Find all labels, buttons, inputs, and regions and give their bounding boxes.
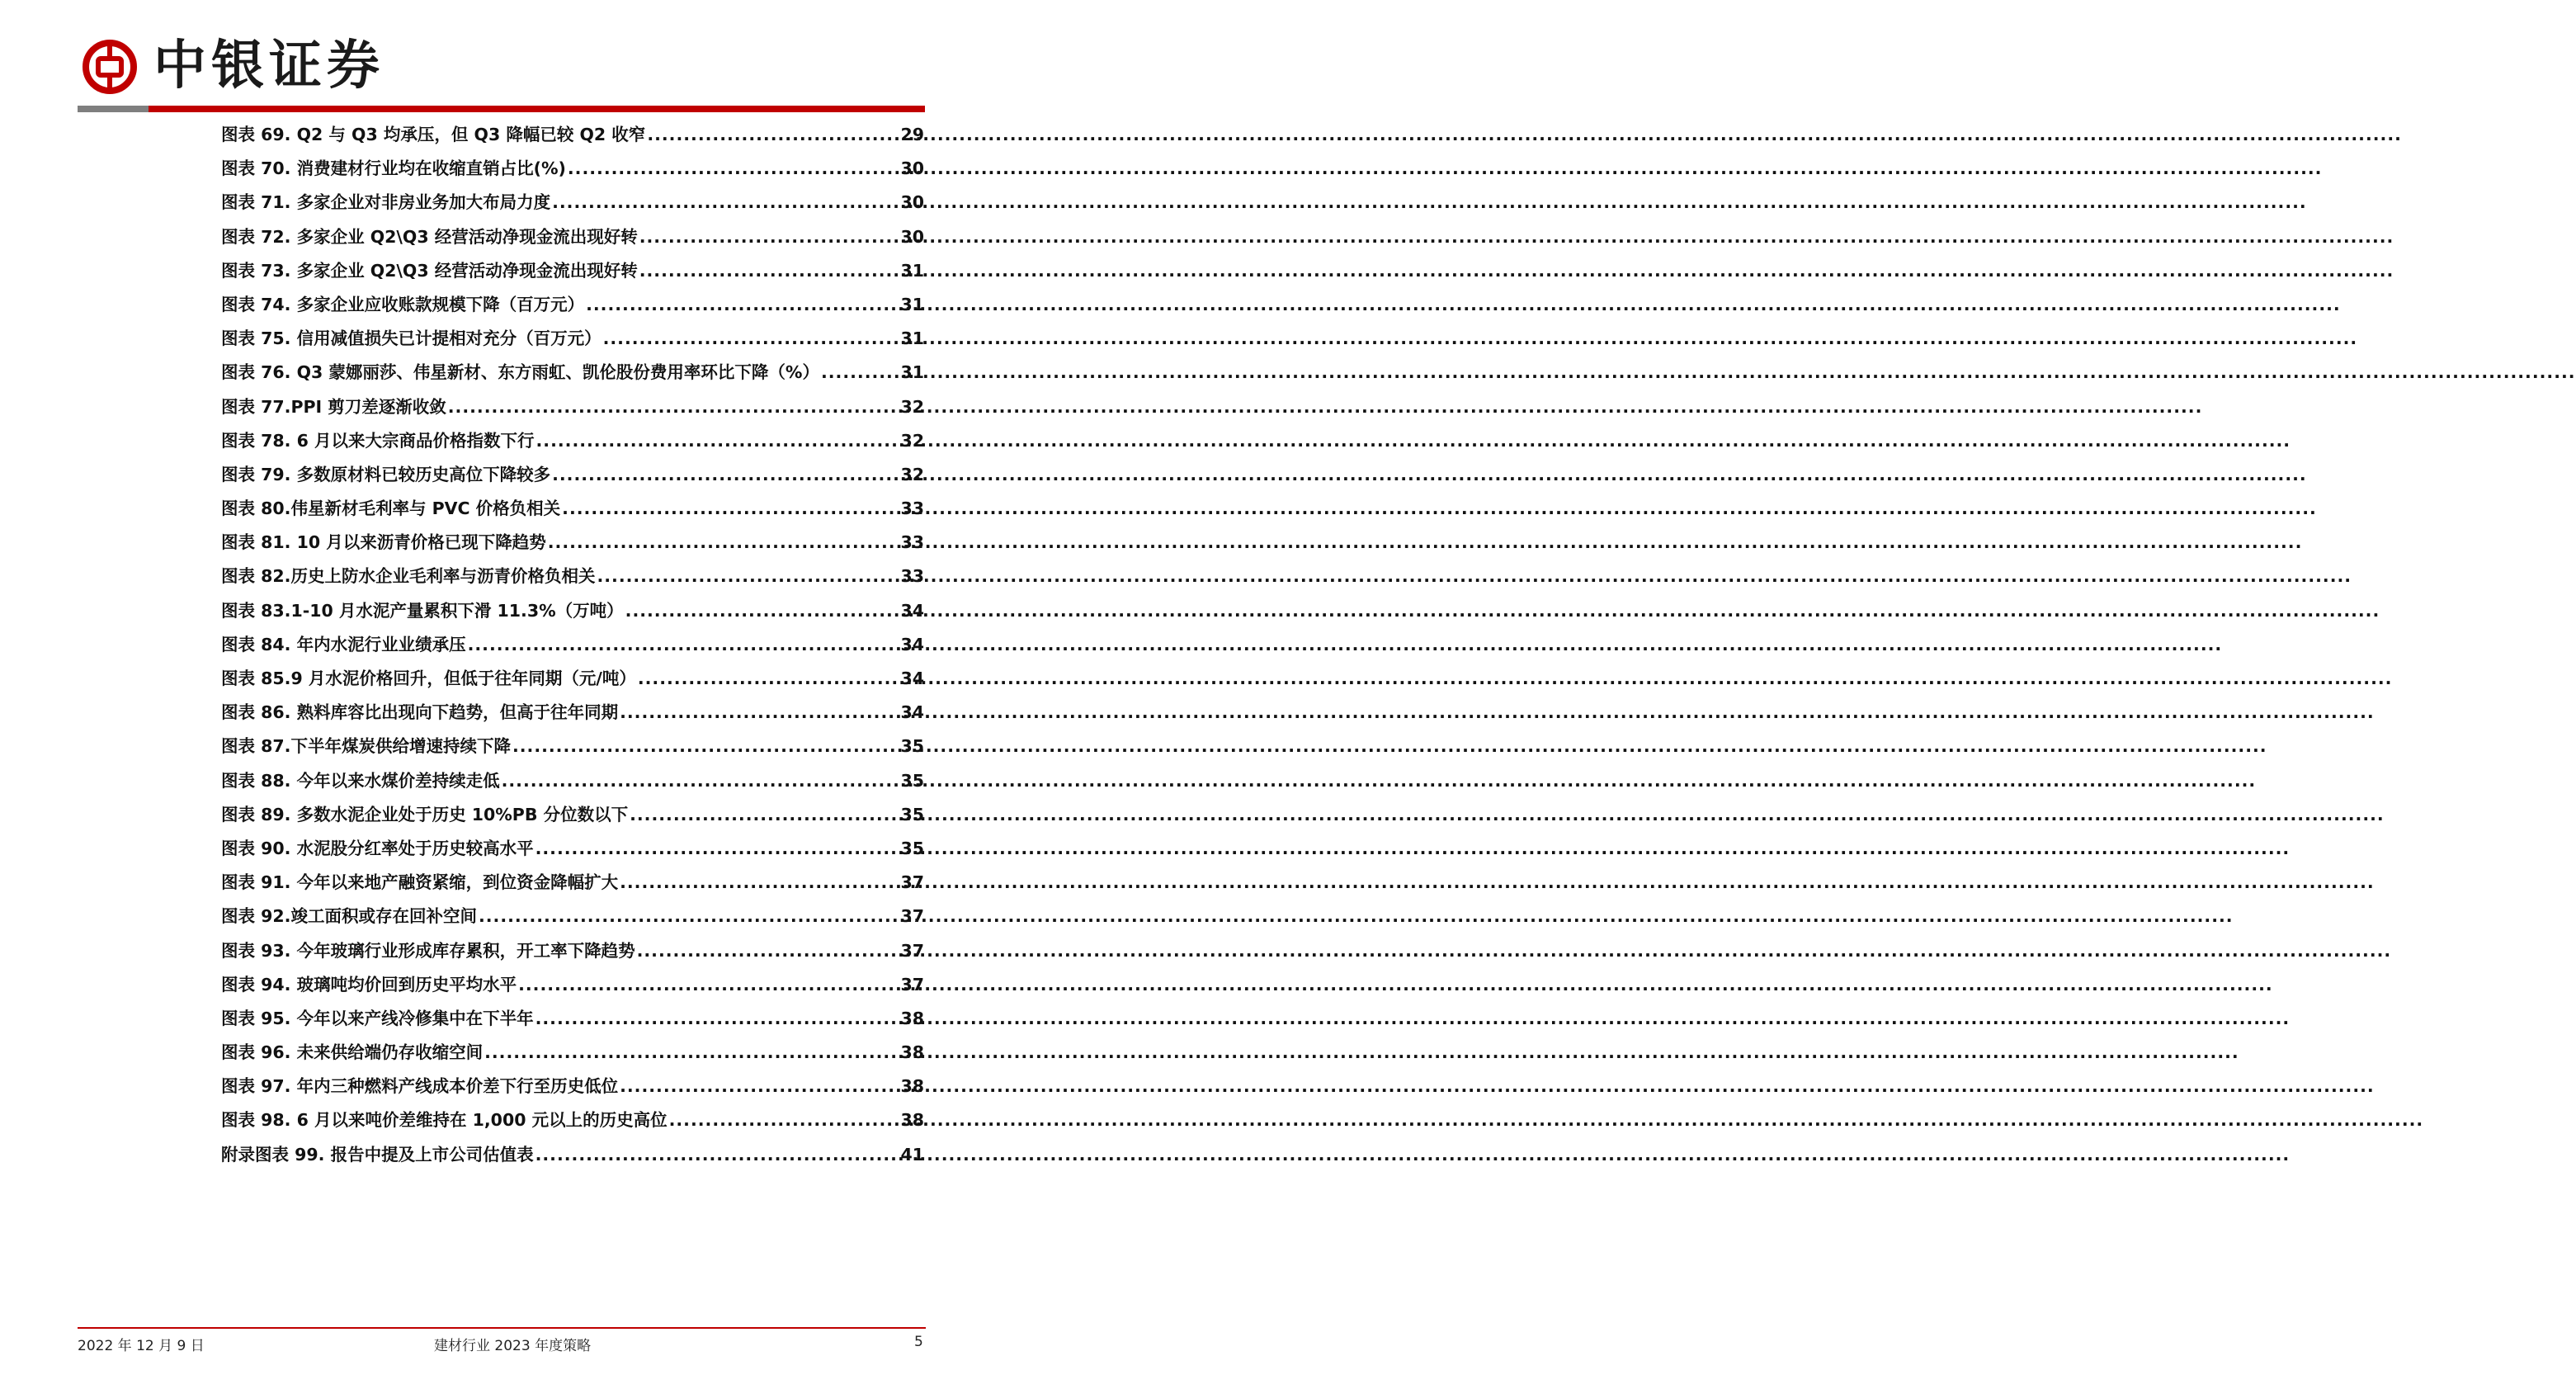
- toc-dot-leader: [597, 560, 899, 593]
- toc-entry-title: 图表 70. 消费建材行业均在收缩直销占比(%): [221, 158, 566, 179]
- bank-of-china-logo-icon: [83, 40, 137, 94]
- toc-entry-page: 29: [900, 125, 924, 144]
- toc-dot-leader: [512, 730, 899, 763]
- footer-date: 2022 年 12 月 9 日: [78, 1338, 205, 1354]
- toc-entry-page: 32: [900, 396, 924, 417]
- toc-dot-leader: [535, 1002, 899, 1036]
- toc-entry-title: 图表 72. 多家企业 Q2\Q3 经营活动净现金流出现好转: [221, 226, 638, 247]
- page-header: [0, 0, 982, 116]
- toc-entry-title: 图表 71. 多家企业对非房业务加大布局力度: [221, 192, 551, 213]
- toc-entry-title: 附录图表 99. 报告中提及上市公司估值表: [221, 1144, 534, 1165]
- toc-dot-leader: [637, 934, 899, 968]
- toc-entry-title: 图表 88. 今年以来水煤价差持续走低: [221, 770, 500, 791]
- toc-entry[interactable]: [221, 118, 924, 152]
- toc-entry-page: 33: [900, 566, 924, 587]
- toc-entry[interactable]: [221, 798, 924, 832]
- toc-entry[interactable]: [221, 866, 924, 900]
- toc-entry-page: 38: [900, 1042, 924, 1063]
- toc-entry-title: 图表 87.下半年煤炭供给增速持续下降: [221, 736, 511, 757]
- toc-dot-leader: [669, 1103, 899, 1137]
- toc-entry[interactable]: [221, 492, 924, 526]
- toc-entry[interactable]: [221, 356, 924, 390]
- toc-entry-page: 37: [900, 872, 924, 893]
- toc-entry-title: 图表 98. 6 月以来吨价差维持在 1,000 元以上的历史高位: [221, 1110, 668, 1131]
- toc-entry-title: 图表 74. 多家企业应收账款规模下降（百万元）: [221, 294, 585, 314]
- toc-dot-leader: [562, 492, 899, 526]
- toc-entry[interactable]: [221, 594, 924, 628]
- toc-entry-title: 图表 91. 今年以来地产融资紧缩，到位资金降幅扩大: [221, 872, 619, 893]
- toc-dot-leader: [639, 254, 899, 288]
- table-of-contents: [221, 118, 924, 1172]
- toc-dot-leader: [639, 220, 899, 254]
- toc-entry[interactable]: [221, 254, 924, 288]
- toc-entry-page: 38: [900, 1008, 924, 1028]
- toc-dot-leader: [535, 832, 899, 866]
- toc-entry[interactable]: [221, 832, 924, 866]
- toc-entry[interactable]: [221, 1138, 924, 1172]
- toc-entry-page: 37: [900, 940, 924, 961]
- toc-entry[interactable]: [221, 1002, 924, 1036]
- footer-divider: [78, 1327, 926, 1329]
- toc-dot-leader: [484, 1036, 899, 1070]
- toc-entry-page: 32: [900, 464, 924, 484]
- toc-dot-leader: [448, 390, 899, 424]
- toc-entry-title: 图表 93. 今年玻璃行业形成库存累积，开工率下降趋势: [221, 940, 635, 961]
- toc-entry-title: 图表 75. 信用减值损失已计提相对充分（百万元）: [221, 328, 602, 349]
- toc-entry[interactable]: [221, 424, 924, 458]
- toc-entry-page: 31: [900, 328, 924, 349]
- toc-entry-title: 图表 84. 年内水泥行业业绩承压: [221, 634, 466, 654]
- toc-entry-page: 35: [900, 770, 924, 791]
- header-divider-gray: [78, 106, 149, 112]
- toc-entry-title: 图表 90. 水泥股分红率处于历史较高水平: [221, 838, 534, 858]
- toc-entry-title: 图表 80.伟星新材毛利率与 PVC 价格负相关: [221, 498, 561, 519]
- toc-entry[interactable]: [221, 152, 924, 186]
- toc-dot-leader: [468, 628, 899, 662]
- toc-dot-leader: [479, 900, 899, 933]
- toc-dot-leader: [518, 968, 899, 1002]
- toc-entry-title: 图表 89. 多数水泥企业处于历史 10%PB 分位数以下: [221, 804, 629, 824]
- toc-entry[interactable]: [221, 934, 924, 968]
- toc-dot-leader: [647, 118, 899, 152]
- toc-dot-leader: [552, 458, 899, 492]
- brand-name: 中银证券: [153, 35, 385, 97]
- toc-entry-title: 图表 79. 多数原材料已较历史高位下降较多: [221, 464, 551, 484]
- toc-entry-page: 30: [900, 226, 924, 247]
- toc-entry-page: 33: [900, 532, 924, 553]
- toc-dot-leader: [548, 526, 899, 560]
- toc-entry-page: 38: [900, 1110, 924, 1131]
- toc-dot-leader: [552, 186, 899, 220]
- toc-entry-page: 35: [900, 838, 924, 858]
- toc-entry[interactable]: [221, 526, 924, 560]
- footer-page-number: 5: [914, 1334, 923, 1350]
- toc-entry-title: 图表 77.PPI 剪刀差逐渐收敛: [221, 396, 446, 417]
- toc-entry[interactable]: [221, 458, 924, 492]
- toc-entry[interactable]: [221, 220, 924, 254]
- toc-entry[interactable]: [221, 1070, 924, 1103]
- toc-entry-title: 图表 81. 10 月以来沥青价格已现下降趋势: [221, 532, 546, 553]
- toc-entry[interactable]: [221, 186, 924, 220]
- toc-entry-title: 图表 94. 玻璃吨均价回到历史平均水平: [221, 974, 517, 995]
- toc-entry-page: 38: [900, 1076, 924, 1097]
- toc-entry-title: 图表 82.历史上防水企业毛利率与沥青价格负相关: [221, 566, 596, 587]
- toc-entry-title: 图表 73. 多家企业 Q2\Q3 经营活动净现金流出现好转: [221, 260, 638, 281]
- toc-entry[interactable]: [221, 560, 924, 593]
- toc-entry[interactable]: [221, 1103, 924, 1137]
- toc-entry-page: 31: [900, 260, 924, 281]
- toc-dot-leader: [620, 1070, 899, 1103]
- toc-entry[interactable]: [221, 968, 924, 1002]
- toc-entry-title: 图表 83.1-10 月水泥产量累积下滑 11.3%（万吨）: [221, 600, 624, 621]
- toc-entry-title: 图表 69. Q2 与 Q3 均承压，但 Q3 降幅已较 Q2 收窄: [221, 125, 646, 144]
- toc-entry[interactable]: [221, 696, 924, 730]
- toc-entry-page: 35: [900, 804, 924, 824]
- toc-entry-title: 图表 96. 未来供给端仍存收缩空间: [221, 1042, 484, 1063]
- toc-entry[interactable]: [221, 730, 924, 763]
- toc-entry-page: 34: [900, 634, 924, 654]
- toc-entry-title: 图表 95. 今年以来产线冷修集中在下半年: [221, 1008, 534, 1028]
- toc-entry-title: 图表 85.9 月水泥价格回升，但低于往年同期（元/吨）: [221, 669, 636, 688]
- toc-entry-page: 30: [900, 192, 924, 213]
- toc-entry-page: 34: [900, 669, 924, 688]
- toc-dot-leader: [625, 594, 899, 628]
- toc-dot-leader: [821, 356, 899, 390]
- toc-entry-page: 31: [900, 294, 924, 314]
- toc-entry[interactable]: [221, 322, 924, 356]
- toc-entry-page: 34: [900, 702, 924, 723]
- toc-entry[interactable]: [221, 662, 924, 696]
- footer-report-title: 建材行业 2023 年度策略: [434, 1338, 592, 1354]
- toc-entry-page: 33: [900, 498, 924, 519]
- toc-entry[interactable]: [221, 628, 924, 662]
- toc-entry[interactable]: [221, 1036, 924, 1070]
- toc-dot-leader: [630, 798, 899, 832]
- toc-entry-title: 图表 92.竣工面积或存在回补空间: [221, 906, 477, 927]
- toc-entry-page: 32: [900, 430, 924, 451]
- toc-dot-leader: [568, 152, 899, 186]
- toc-entry-title: 图表 97. 年内三种燃料产线成本价差下行至历史低位: [221, 1076, 619, 1097]
- toc-dot-leader: [536, 424, 899, 458]
- toc-entry-page: 41: [900, 1144, 924, 1165]
- toc-entry[interactable]: [221, 390, 924, 424]
- toc-entry-page: 37: [900, 906, 924, 927]
- header-divider-red: [149, 106, 925, 112]
- toc-dot-leader: [502, 764, 899, 798]
- toc-entry[interactable]: [221, 900, 924, 933]
- toc-entry-page: 30: [900, 158, 924, 179]
- toc-dot-leader: [535, 1138, 899, 1172]
- toc-entry-page: 37: [900, 974, 924, 995]
- toc-entry-title: 图表 86. 熟料库容比出现向下趋势，但高于往年同期: [221, 702, 619, 723]
- toc-entry-page: 35: [900, 736, 924, 757]
- toc-entry-title: 图表 76. Q3 蒙娜丽莎、伟星新材、东方雨虹、凯伦股份费用率环比下降（%）: [221, 362, 819, 383]
- toc-entry[interactable]: [221, 288, 924, 322]
- toc-entry-title: 图表 78. 6 月以来大宗商品价格指数下行: [221, 430, 535, 451]
- toc-entry-page: 34: [900, 600, 924, 621]
- toc-dot-leader: [620, 696, 899, 730]
- toc-dot-leader: [620, 866, 899, 900]
- toc-dot-leader: [586, 288, 899, 322]
- toc-entry-page: 31: [900, 362, 924, 383]
- toc-dot-leader: [638, 662, 899, 696]
- toc-dot-leader: [603, 322, 899, 356]
- toc-entry[interactable]: [221, 764, 924, 798]
